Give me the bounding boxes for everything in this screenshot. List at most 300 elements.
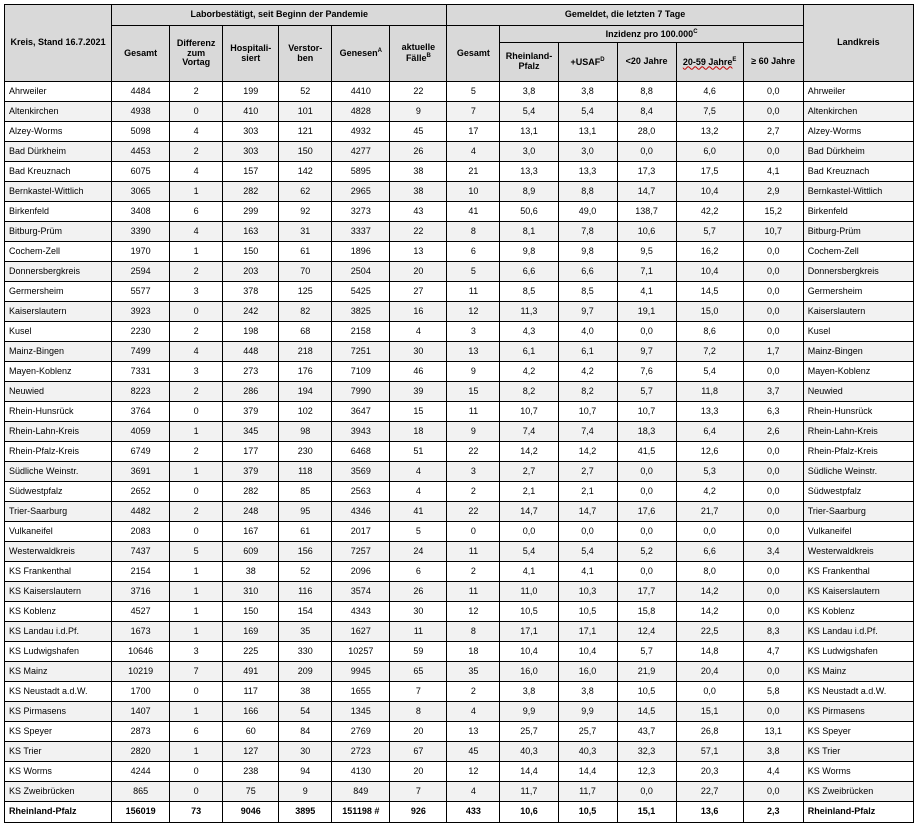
cell-hospitalisiert: 157 — [223, 162, 279, 182]
table-row — [5, 502, 914, 522]
cell-differenz: 0 — [170, 402, 223, 422]
header-genesen — [332, 26, 390, 82]
cell-aktuelle: 18 — [390, 422, 447, 442]
cell-genesen: 3574 — [332, 582, 390, 602]
cell-rlp: 14,4 — [500, 762, 558, 782]
cell-gesamt: 4482 — [112, 502, 170, 522]
cell-hospitalisiert: 177 — [223, 442, 279, 462]
cell-rlp: 8,2 — [500, 382, 558, 402]
table-row — [5, 142, 914, 162]
cell-ge60: 0,0 — [743, 562, 803, 582]
header-2059-footnote: E — [732, 56, 737, 63]
cell-gesamt-7days: 2 — [447, 682, 500, 702]
cell-kreis: Bitburg-Prüm — [5, 222, 112, 242]
cell-lt20: 4,1 — [617, 282, 676, 302]
cell-lt20: 18,3 — [617, 422, 676, 442]
cell-verstorben: 70 — [279, 262, 332, 282]
cell-ge60: 0,0 — [743, 702, 803, 722]
cell-lt20: 5,7 — [617, 382, 676, 402]
cell-2059: 10,4 — [676, 262, 743, 282]
table-row — [5, 182, 914, 202]
cell-landkreis: Cochem-Zell — [803, 242, 913, 262]
table-row — [5, 762, 914, 782]
header-gesamt: Gesamt — [112, 26, 170, 82]
cell-lt20: 43,7 — [617, 722, 676, 742]
cell-hospitalisiert: 166 — [223, 702, 279, 722]
cell-lt20: 14,7 — [617, 182, 676, 202]
cell-lt20: 0,0 — [617, 782, 676, 802]
cell-rlp: 2,7 — [500, 462, 558, 482]
cell-hospitalisiert: 273 — [223, 362, 279, 382]
cell-verstorben: 82 — [279, 302, 332, 322]
table-body — [5, 82, 914, 802]
cell-lt20: 21,9 — [617, 662, 676, 682]
cell-rlp: 10,5 — [500, 602, 558, 622]
cell-gesamt: 2820 — [112, 742, 170, 762]
cell-genesen: 3825 — [332, 302, 390, 322]
cell-gesamt: 5098 — [112, 122, 170, 142]
cell-hospitalisiert: 150 — [223, 242, 279, 262]
cell-usaf: 7,8 — [558, 222, 617, 242]
table-row — [5, 662, 914, 682]
cell-differenz: 3 — [170, 362, 223, 382]
cell-differenz: 0 — [170, 482, 223, 502]
table-row — [5, 582, 914, 602]
cell-verstorben: 150 — [279, 142, 332, 162]
header-2059-label: 20-59 Jahre — [682, 56, 733, 67]
cell-gesamt: 1700 — [112, 682, 170, 702]
cell-hospitalisiert: 199 — [223, 82, 279, 102]
cell-aktuelle: 30 — [390, 342, 447, 362]
cell-usaf: 14,4 — [558, 762, 617, 782]
table-row — [5, 482, 914, 502]
cell-gesamt-7days: 11 — [447, 282, 500, 302]
cell-lt20: 5,2 — [617, 542, 676, 562]
cell-lt20: 17,6 — [617, 502, 676, 522]
cell-ge60: 6,3 — [743, 402, 803, 422]
cell-2059: 26,8 — [676, 722, 743, 742]
cell-verstorben: 156 — [279, 542, 332, 562]
cell-gesamt: 1407 — [112, 702, 170, 722]
cell-aktuelle: 20 — [390, 722, 447, 742]
cell-aktuelle: 67 — [390, 742, 447, 762]
cell-kreis: KS Frankenthal — [5, 562, 112, 582]
cell-kreis: Donnersbergkreis — [5, 262, 112, 282]
table-row — [5, 642, 914, 662]
cell-kreis: Vulkaneifel — [5, 522, 112, 542]
cell-landkreis: Bitburg-Prüm — [803, 222, 913, 242]
cell-2059: 20,3 — [676, 762, 743, 782]
cell-genesen: 1896 — [332, 242, 390, 262]
cell-2059: 14,5 — [676, 282, 743, 302]
cell-hospitalisiert: 299 — [223, 202, 279, 222]
cell-genesen: 1627 — [332, 622, 390, 642]
cell-rlp: 14,2 — [500, 442, 558, 462]
cell-rlp: 8,9 — [500, 182, 558, 202]
table-row — [5, 322, 914, 342]
cell-landkreis: KS Koblenz — [803, 602, 913, 622]
cell-verstorben: 102 — [279, 402, 332, 422]
total-aktuell: 926 — [390, 802, 447, 823]
cell-usaf: 40,3 — [558, 742, 617, 762]
cell-genesen: 2965 — [332, 182, 390, 202]
cell-genesen: 4130 — [332, 762, 390, 782]
cell-differenz: 1 — [170, 562, 223, 582]
cell-hospitalisiert: 378 — [223, 282, 279, 302]
cell-kreis: KS Landau i.d.Pf. — [5, 622, 112, 642]
cell-rlp: 0,0 — [500, 522, 558, 542]
cell-differenz: 0 — [170, 762, 223, 782]
cell-kreis: Rhein-Lahn-Kreis — [5, 422, 112, 442]
cell-aktuelle: 41 — [390, 502, 447, 522]
header-genesen-label: Genesen — [339, 48, 378, 59]
cell-ge60: 2,9 — [743, 182, 803, 202]
cell-landkreis: Rhein-Pfalz-Kreis — [803, 442, 913, 462]
cell-gesamt-7days: 9 — [447, 422, 500, 442]
cell-usaf: 4,1 — [558, 562, 617, 582]
cell-2059: 12,6 — [676, 442, 743, 462]
cell-aktuelle: 26 — [390, 582, 447, 602]
cell-2059: 14,8 — [676, 642, 743, 662]
cell-verstorben: 194 — [279, 382, 332, 402]
cell-hospitalisiert: 169 — [223, 622, 279, 642]
cell-aktuelle: 7 — [390, 682, 447, 702]
cell-gesamt: 3691 — [112, 462, 170, 482]
cell-usaf: 10,3 — [558, 582, 617, 602]
cell-hospitalisiert: 238 — [223, 762, 279, 782]
cell-2059: 4,2 — [676, 482, 743, 502]
cell-genesen: 2504 — [332, 262, 390, 282]
cell-lt20: 138,7 — [617, 202, 676, 222]
cell-verstorben: 142 — [279, 162, 332, 182]
cell-lt20: 12,4 — [617, 622, 676, 642]
cell-differenz: 2 — [170, 322, 223, 342]
cell-usaf: 11,7 — [558, 782, 617, 802]
cell-hospitalisiert: 491 — [223, 662, 279, 682]
cell-rlp: 9,9 — [500, 702, 558, 722]
cell-genesen: 7257 — [332, 542, 390, 562]
cell-differenz: 1 — [170, 702, 223, 722]
cell-landkreis: Rhein-Lahn-Kreis — [803, 422, 913, 442]
cell-lt20: 10,7 — [617, 402, 676, 422]
cell-usaf: 4,2 — [558, 362, 617, 382]
cell-gesamt: 10646 — [112, 642, 170, 662]
cell-kreis: KS Zweibrücken — [5, 782, 112, 802]
cell-lt20: 10,6 — [617, 222, 676, 242]
cell-gesamt: 2154 — [112, 562, 170, 582]
cell-usaf: 6,6 — [558, 262, 617, 282]
table-row — [5, 742, 914, 762]
cell-usaf: 14,2 — [558, 442, 617, 462]
table-row — [5, 422, 914, 442]
cell-aktuelle: 43 — [390, 202, 447, 222]
cell-landkreis: KS Pirmasens — [803, 702, 913, 722]
cell-ge60: 0,0 — [743, 102, 803, 122]
cell-rlp: 7,4 — [500, 422, 558, 442]
cell-gesamt-7days: 35 — [447, 662, 500, 682]
cell-landkreis: Vulkaneifel — [803, 522, 913, 542]
cell-2059: 8,6 — [676, 322, 743, 342]
cell-ge60: 0,0 — [743, 442, 803, 462]
cell-landkreis: Kaiserslautern — [803, 302, 913, 322]
cell-rlp: 11,3 — [500, 302, 558, 322]
cell-gesamt: 3065 — [112, 182, 170, 202]
cell-2059: 13,3 — [676, 402, 743, 422]
cell-hospitalisiert: 167 — [223, 522, 279, 542]
cell-kreis: Südwestpfalz — [5, 482, 112, 502]
cell-lt20: 17,7 — [617, 582, 676, 602]
cell-aktuelle: 20 — [390, 262, 447, 282]
cell-gesamt-7days: 8 — [447, 222, 500, 242]
cell-rlp: 13,1 — [500, 122, 558, 142]
table-row — [5, 362, 914, 382]
cell-gesamt: 4527 — [112, 602, 170, 622]
cell-2059: 0,0 — [676, 682, 743, 702]
cell-differenz: 2 — [170, 82, 223, 102]
cell-2059: 8,0 — [676, 562, 743, 582]
cell-differenz: 1 — [170, 182, 223, 202]
cell-differenz: 6 — [170, 202, 223, 222]
header-differenz: Differenz zum Vortag — [170, 26, 223, 82]
cell-2059: 6,0 — [676, 142, 743, 162]
cell-usaf: 49,0 — [558, 202, 617, 222]
cell-hospitalisiert: 150 — [223, 602, 279, 622]
cell-gesamt: 3764 — [112, 402, 170, 422]
cell-differenz: 3 — [170, 282, 223, 302]
cell-lt20: 41,5 — [617, 442, 676, 462]
cell-landkreis: KS Worms — [803, 762, 913, 782]
cell-2059: 5,7 — [676, 222, 743, 242]
cell-2059: 5,3 — [676, 462, 743, 482]
cell-genesen: 4932 — [332, 122, 390, 142]
cell-usaf: 7,4 — [558, 422, 617, 442]
cell-rlp: 4,1 — [500, 562, 558, 582]
total-2059: 13,6 — [676, 802, 743, 823]
cell-ge60: 4,4 — [743, 762, 803, 782]
cell-2059: 42,2 — [676, 202, 743, 222]
cell-aktuelle: 15 — [390, 402, 447, 422]
cell-usaf: 13,1 — [558, 122, 617, 142]
cell-genesen: 4410 — [332, 82, 390, 102]
table-row — [5, 702, 914, 722]
table-row — [5, 782, 914, 802]
cell-kreis: Trier-Saarburg — [5, 502, 112, 522]
cell-2059: 4,6 — [676, 82, 743, 102]
cell-landkreis: Ahrweiler — [803, 82, 913, 102]
table-row — [5, 402, 914, 422]
cell-verstorben: 52 — [279, 82, 332, 102]
cell-gesamt: 2594 — [112, 262, 170, 282]
cell-rlp: 50,6 — [500, 202, 558, 222]
cell-lt20: 32,3 — [617, 742, 676, 762]
table-row — [5, 242, 914, 262]
cell-differenz: 2 — [170, 262, 223, 282]
cell-ge60: 3,7 — [743, 382, 803, 402]
cell-differenz: 1 — [170, 242, 223, 262]
cell-kreis: KS Trier — [5, 742, 112, 762]
cell-verstorben: 116 — [279, 582, 332, 602]
cell-differenz: 4 — [170, 162, 223, 182]
cell-rlp: 3,8 — [500, 82, 558, 102]
cell-verstorben: 52 — [279, 562, 332, 582]
cell-rlp: 16,0 — [500, 662, 558, 682]
cell-kreis: Birkenfeld — [5, 202, 112, 222]
cell-rlp: 17,1 — [500, 622, 558, 642]
cell-rlp: 5,4 — [500, 542, 558, 562]
cell-gesamt-7days: 6 — [447, 242, 500, 262]
total-g7: 433 — [447, 802, 500, 823]
cell-gesamt: 2083 — [112, 522, 170, 542]
cell-kreis: KS Koblenz — [5, 602, 112, 622]
header-usaf — [558, 43, 617, 82]
cell-rlp: 3,0 — [500, 142, 558, 162]
cell-rlp: 4,3 — [500, 322, 558, 342]
table-row — [5, 382, 914, 402]
cell-gesamt: 7499 — [112, 342, 170, 362]
cell-genesen: 2096 — [332, 562, 390, 582]
cell-usaf: 4,0 — [558, 322, 617, 342]
cell-ge60: 15,2 — [743, 202, 803, 222]
cell-verstorben: 61 — [279, 522, 332, 542]
table-row — [5, 462, 914, 482]
cell-gesamt: 7437 — [112, 542, 170, 562]
cell-usaf: 16,0 — [558, 662, 617, 682]
cell-verstorben: 176 — [279, 362, 332, 382]
cell-gesamt: 3390 — [112, 222, 170, 242]
cell-differenz: 3 — [170, 642, 223, 662]
cell-verstorben: 98 — [279, 422, 332, 442]
cell-usaf: 9,9 — [558, 702, 617, 722]
cell-genesen: 2158 — [332, 322, 390, 342]
cell-usaf: 3,8 — [558, 682, 617, 702]
header-aktuelle-label: aktuelle Fälle — [401, 42, 436, 63]
cell-aktuelle: 30 — [390, 602, 447, 622]
cell-genesen: 3273 — [332, 202, 390, 222]
total-hosp: 9046 — [223, 802, 279, 823]
table-row — [5, 542, 914, 562]
cell-aktuelle: 38 — [390, 182, 447, 202]
cell-aktuelle: 4 — [390, 322, 447, 342]
cell-aktuelle: 11 — [390, 622, 447, 642]
cell-aktuelle: 13 — [390, 242, 447, 262]
cell-hospitalisiert: 225 — [223, 642, 279, 662]
cell-lt20: 0,0 — [617, 322, 676, 342]
table-row — [5, 622, 914, 642]
cell-2059: 15,1 — [676, 702, 743, 722]
cell-landkreis: KS Ludwigshafen — [803, 642, 913, 662]
cell-usaf: 0,0 — [558, 522, 617, 542]
cell-gesamt: 4938 — [112, 102, 170, 122]
cell-kreis: Neuwied — [5, 382, 112, 402]
cell-rlp: 13,3 — [500, 162, 558, 182]
cell-kreis: KS Pirmasens — [5, 702, 112, 722]
cell-verstorben: 218 — [279, 342, 332, 362]
cell-gesamt-7days: 11 — [447, 402, 500, 422]
cell-2059: 7,2 — [676, 342, 743, 362]
cell-lt20: 14,5 — [617, 702, 676, 722]
cell-gesamt: 7331 — [112, 362, 170, 382]
cell-usaf: 3,0 — [558, 142, 617, 162]
cell-gesamt-7days: 18 — [447, 642, 500, 662]
cell-2059: 0,0 — [676, 522, 743, 542]
cell-usaf: 6,1 — [558, 342, 617, 362]
cell-aktuelle: 22 — [390, 82, 447, 102]
table-row — [5, 302, 914, 322]
cell-genesen: 1345 — [332, 702, 390, 722]
header-kreis: Kreis, Stand 16.7.2021 — [5, 5, 112, 82]
header-verstorben: Verstor-ben — [279, 26, 332, 82]
cell-aktuelle: 24 — [390, 542, 447, 562]
cell-differenz: 1 — [170, 742, 223, 762]
header-incidence-group — [500, 26, 803, 43]
cell-lt20: 9,5 — [617, 242, 676, 262]
cell-usaf: 17,1 — [558, 622, 617, 642]
cell-gesamt: 4244 — [112, 762, 170, 782]
table-row — [5, 262, 914, 282]
cell-rlp: 9,8 — [500, 242, 558, 262]
cell-2059: 22,7 — [676, 782, 743, 802]
cell-hospitalisiert: 60 — [223, 722, 279, 742]
header-hospitalisiert: Hospitali-siert — [223, 26, 279, 82]
header-lt20: <20 Jahre — [617, 43, 676, 82]
cell-verstorben: 230 — [279, 442, 332, 462]
table-row — [5, 122, 914, 142]
cell-differenz: 1 — [170, 582, 223, 602]
cell-genesen: 7251 — [332, 342, 390, 362]
cell-kreis: Kaiserslautern — [5, 302, 112, 322]
cell-hospitalisiert: 286 — [223, 382, 279, 402]
cell-ge60: 4,7 — [743, 642, 803, 662]
cell-verstorben: 154 — [279, 602, 332, 622]
cell-aktuelle: 27 — [390, 282, 447, 302]
cell-verstorben: 31 — [279, 222, 332, 242]
cell-aktuelle: 39 — [390, 382, 447, 402]
cell-usaf: 5,4 — [558, 102, 617, 122]
cell-2059: 6,6 — [676, 542, 743, 562]
cell-ge60: 0,0 — [743, 482, 803, 502]
cell-lt20: 0,0 — [617, 522, 676, 542]
header-usaf-footnote: D — [600, 56, 605, 63]
table-row — [5, 442, 914, 462]
cell-landkreis: Trier-Saarburg — [803, 502, 913, 522]
total-ge60: 2,3 — [743, 802, 803, 823]
cell-gesamt-7days: 12 — [447, 302, 500, 322]
total-gesamt: 156019 — [112, 802, 170, 823]
cell-aktuelle: 65 — [390, 662, 447, 682]
cell-landkreis: Alzey-Worms — [803, 122, 913, 142]
cell-kreis: Bad Kreuznach — [5, 162, 112, 182]
cell-ge60: 3,8 — [743, 742, 803, 762]
cell-differenz: 4 — [170, 222, 223, 242]
cell-gesamt-7days: 8 — [447, 622, 500, 642]
cell-kreis: Bernkastel-Wittlich — [5, 182, 112, 202]
cell-genesen: 9945 — [332, 662, 390, 682]
cell-differenz: 6 — [170, 722, 223, 742]
cell-hospitalisiert: 198 — [223, 322, 279, 342]
cell-verstorben: 121 — [279, 122, 332, 142]
cell-kreis: Bad Dürkheim — [5, 142, 112, 162]
cell-ge60: 2,7 — [743, 122, 803, 142]
cell-usaf: 2,1 — [558, 482, 617, 502]
cell-verstorben: 94 — [279, 762, 332, 782]
cell-verstorben: 101 — [279, 102, 332, 122]
cell-gesamt-7days: 3 — [447, 462, 500, 482]
cell-ge60: 0,0 — [743, 602, 803, 622]
cell-verstorben: 35 — [279, 622, 332, 642]
cell-hospitalisiert: 282 — [223, 182, 279, 202]
cell-differenz: 1 — [170, 622, 223, 642]
table-footer — [5, 802, 914, 823]
